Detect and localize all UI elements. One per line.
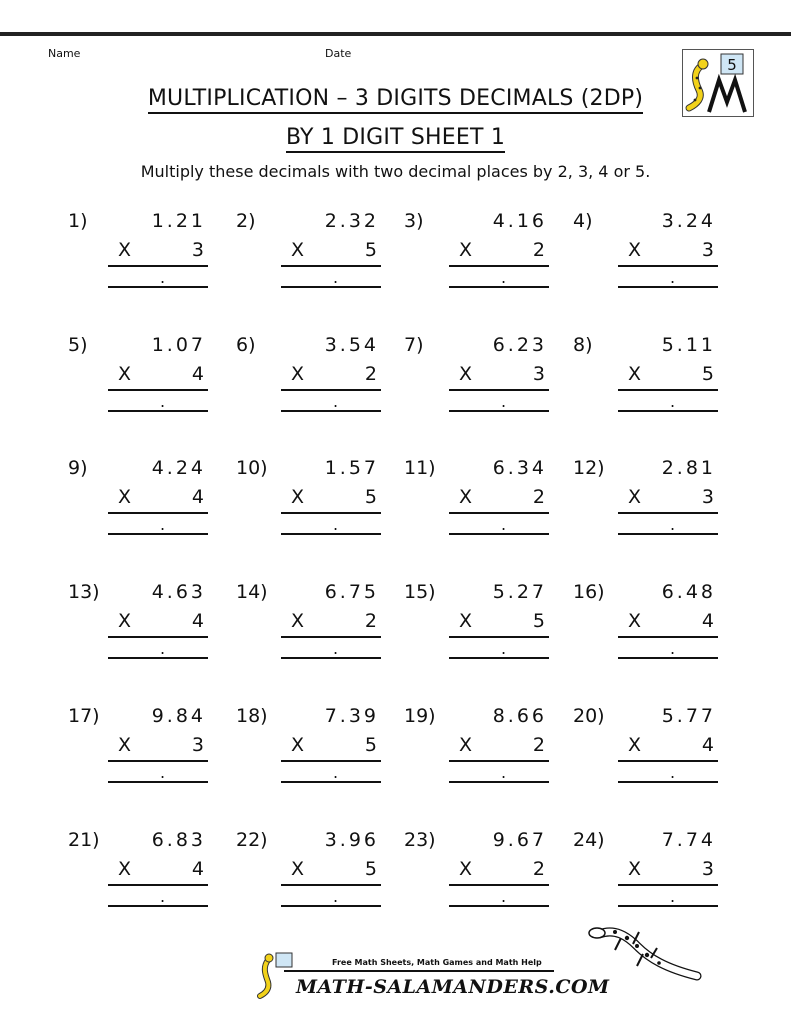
problem-number: 23) <box>404 829 436 851</box>
problem-multiplier: 2 <box>532 858 545 880</box>
problem-number: 12) <box>573 457 605 479</box>
footer-salamander-icon <box>256 950 296 1000</box>
instructions: Multiply these decimals with two decimal places by 2, 3, 4 or 5. <box>140 162 651 181</box>
problem-multiplier: 4 <box>191 858 204 880</box>
problem-operator-row <box>618 858 718 886</box>
problem-multiplicand: 3.24 <box>661 210 716 232</box>
multiply-sign: X <box>291 239 305 261</box>
problem-operator-row <box>281 734 381 762</box>
answer-decimal-point: . <box>160 392 166 411</box>
problem-number: 13) <box>68 581 100 603</box>
problem-multiplicand: 4.24 <box>151 457 206 479</box>
footer-site-link[interactable]: MATH-SALAMANDERS.COM <box>296 976 610 998</box>
multiply-sign: X <box>118 858 132 880</box>
multiply-sign: X <box>628 239 642 261</box>
problem-16 <box>573 581 718 681</box>
problem-multiplier: 3 <box>701 239 714 261</box>
answer-line[interactable] <box>281 392 381 413</box>
answer-line[interactable] <box>618 268 718 289</box>
answer-decimal-point: . <box>333 268 339 287</box>
problem-operator-row <box>281 363 381 391</box>
answer-decimal-point: . <box>333 515 339 534</box>
answer-decimal-point: . <box>670 639 676 658</box>
multiply-sign: X <box>459 486 473 508</box>
multiply-sign: X <box>118 734 132 756</box>
problem-multiplicand: 5.77 <box>661 705 716 727</box>
problem-multiplicand: 7.39 <box>324 705 379 727</box>
problem-22 <box>236 829 381 929</box>
problem-number: 10) <box>236 457 268 479</box>
answer-line[interactable] <box>108 763 208 784</box>
problem-multiplier: 4 <box>191 610 204 632</box>
name-label: Name <box>48 47 81 60</box>
worksheet-subtitle: BY 1 DIGIT SHEET 1 <box>0 125 791 150</box>
problem-multiplicand: 5.11 <box>661 334 716 356</box>
multiply-sign: X <box>291 486 305 508</box>
answer-decimal-point: . <box>160 268 166 287</box>
multiply-sign: X <box>628 858 642 880</box>
problem-multiplicand: 4.16 <box>492 210 547 232</box>
top-rule <box>0 32 791 36</box>
problem-number: 5) <box>68 334 88 356</box>
answer-line[interactable] <box>618 639 718 660</box>
answer-line[interactable] <box>449 763 549 784</box>
problem-multiplicand: 6.75 <box>324 581 379 603</box>
problem-operator-row <box>618 486 718 514</box>
problem-9 <box>68 457 208 557</box>
multiply-sign: X <box>628 734 642 756</box>
problem-operator-row <box>108 486 208 514</box>
problem-multiplier: 4 <box>701 734 714 756</box>
answer-decimal-point: . <box>501 887 507 906</box>
problem-12 <box>573 457 718 557</box>
answer-line[interactable] <box>618 515 718 536</box>
problem-operator-row <box>449 363 549 391</box>
problem-operator-row <box>618 363 718 391</box>
problem-10 <box>236 457 381 557</box>
problem-operator-row <box>449 486 549 514</box>
answer-decimal-point: . <box>160 515 166 534</box>
problem-multiplicand: 5.27 <box>492 581 547 603</box>
multiply-sign: X <box>459 858 473 880</box>
problem-operator-row <box>449 734 549 762</box>
answer-decimal-point: . <box>501 515 507 534</box>
problem-number: 20) <box>573 705 605 727</box>
multiply-sign: X <box>291 734 305 756</box>
problem-4 <box>573 210 718 310</box>
problem-multiplier: 4 <box>191 486 204 508</box>
problem-19 <box>404 705 549 805</box>
problem-operator-row <box>281 610 381 638</box>
problem-multiplicand: 1.57 <box>324 457 379 479</box>
problem-multiplicand: 9.84 <box>151 705 206 727</box>
problem-operator-row <box>281 486 381 514</box>
problem-multiplier: 3 <box>191 734 204 756</box>
multiply-sign: X <box>291 858 305 880</box>
problem-number: 7) <box>404 334 424 356</box>
problem-multiplicand: 2.32 <box>324 210 379 232</box>
problem-13 <box>68 581 208 681</box>
problem-multiplier: 3 <box>191 239 204 261</box>
problem-multiplicand: 6.23 <box>492 334 547 356</box>
multiply-sign: X <box>118 239 132 261</box>
logo-number: 5 <box>727 56 737 74</box>
problem-multiplicand: 6.83 <box>151 829 206 851</box>
problem-number: 4) <box>573 210 593 232</box>
problem-multiplicand: 8.66 <box>492 705 547 727</box>
multiply-sign: X <box>118 363 132 385</box>
problem-number: 22) <box>236 829 268 851</box>
date-label: Date <box>325 47 352 60</box>
problem-number: 16) <box>573 581 605 603</box>
multiply-sign: X <box>628 363 642 385</box>
problem-21 <box>68 829 208 929</box>
footer-tagline: Free Math Sheets, Math Games and Math Help <box>332 958 542 967</box>
problem-number: 14) <box>236 581 268 603</box>
problem-multiplicand: 9.67 <box>492 829 547 851</box>
problem-multiplier: 4 <box>701 610 714 632</box>
problem-number: 2) <box>236 210 256 232</box>
multiply-sign: X <box>459 239 473 261</box>
problem-operator-row <box>108 734 208 762</box>
answer-decimal-point: . <box>333 763 339 782</box>
problem-11 <box>404 457 549 557</box>
problem-number: 1) <box>68 210 88 232</box>
problem-number: 19) <box>404 705 436 727</box>
answer-line[interactable] <box>618 392 718 413</box>
problem-multiplicand: 7.74 <box>661 829 716 851</box>
answer-line[interactable] <box>108 515 208 536</box>
problem-multiplier: 5 <box>364 858 377 880</box>
problem-multiplier: 5 <box>364 239 377 261</box>
problem-number: 17) <box>68 705 100 727</box>
problem-number: 24) <box>573 829 605 851</box>
problem-number: 6) <box>236 334 256 356</box>
problem-number: 8) <box>573 334 593 356</box>
problem-24 <box>573 829 718 929</box>
answer-line[interactable] <box>108 639 208 660</box>
answer-line[interactable] <box>449 515 549 536</box>
multiply-sign: X <box>291 363 305 385</box>
problem-multiplier: 5 <box>364 734 377 756</box>
answer-line[interactable] <box>281 639 381 660</box>
problem-2 <box>236 210 381 310</box>
answer-decimal-point: . <box>160 639 166 658</box>
problem-number: 21) <box>68 829 100 851</box>
worksheet-title: MULTIPLICATION – 3 DIGITS DECIMALS (2DP) <box>0 86 791 111</box>
multiply-sign: X <box>628 486 642 508</box>
problem-multiplier: 2 <box>532 239 545 261</box>
answer-decimal-point: . <box>333 639 339 658</box>
problem-1 <box>68 210 208 310</box>
answer-line[interactable] <box>108 392 208 413</box>
answer-decimal-point: . <box>670 763 676 782</box>
problem-multiplicand: 2.81 <box>661 457 716 479</box>
answer-line[interactable] <box>281 887 381 908</box>
problem-multiplicand: 1.07 <box>151 334 206 356</box>
answer-line[interactable] <box>449 268 549 289</box>
problem-14 <box>236 581 381 681</box>
problem-multiplier: 4 <box>191 363 204 385</box>
answer-decimal-point: . <box>501 268 507 287</box>
problem-23 <box>404 829 549 929</box>
problem-multiplier: 5 <box>364 486 377 508</box>
multiply-sign: X <box>291 610 305 632</box>
answer-decimal-point: . <box>670 887 676 906</box>
answer-decimal-point: . <box>160 763 166 782</box>
answer-line[interactable] <box>449 887 549 908</box>
problem-operator-row <box>281 858 381 886</box>
multiply-sign: X <box>459 363 473 385</box>
problem-operator-row <box>281 239 381 267</box>
problem-5 <box>68 334 208 434</box>
problem-operator-row <box>618 734 718 762</box>
problem-multiplier: 2 <box>532 486 545 508</box>
problem-operator-row <box>108 858 208 886</box>
problem-3 <box>404 210 549 310</box>
problem-8 <box>573 334 718 434</box>
problem-6 <box>236 334 381 434</box>
answer-decimal-point: . <box>670 392 676 411</box>
problem-multiplicand: 6.34 <box>492 457 547 479</box>
answer-decimal-point: . <box>670 515 676 534</box>
problem-number: 3) <box>404 210 424 232</box>
problem-multiplicand: 6.48 <box>661 581 716 603</box>
multiply-sign: X <box>459 734 473 756</box>
answer-line[interactable] <box>618 763 718 784</box>
answer-decimal-point: . <box>333 887 339 906</box>
answer-decimal-point: . <box>160 887 166 906</box>
multiply-sign: X <box>459 610 473 632</box>
problem-multiplicand: 3.96 <box>324 829 379 851</box>
multiply-sign: X <box>118 610 132 632</box>
problem-multiplicand: 4.63 <box>151 581 206 603</box>
problem-multiplier: 5 <box>701 363 714 385</box>
problem-multiplier: 3 <box>532 363 545 385</box>
answer-line[interactable] <box>108 887 208 908</box>
problem-operator-row <box>108 239 208 267</box>
answer-decimal-point: . <box>501 392 507 411</box>
problem-17 <box>68 705 208 805</box>
problem-7 <box>404 334 549 434</box>
problem-operator-row <box>618 610 718 638</box>
problem-multiplier: 3 <box>701 858 714 880</box>
problem-number: 15) <box>404 581 436 603</box>
problem-number: 18) <box>236 705 268 727</box>
problem-operator-row <box>449 858 549 886</box>
footer-rule <box>284 970 554 972</box>
problem-operator-row <box>108 610 208 638</box>
problem-15 <box>404 581 549 681</box>
problem-number: 11) <box>404 457 436 479</box>
answer-line[interactable] <box>281 763 381 784</box>
answer-decimal-point: . <box>670 268 676 287</box>
answer-line[interactable] <box>618 887 718 908</box>
answer-decimal-point: . <box>333 392 339 411</box>
problem-operator-row <box>618 239 718 267</box>
problem-multiplier: 5 <box>532 610 545 632</box>
answer-line[interactable] <box>449 639 549 660</box>
problem-multiplier: 2 <box>364 610 377 632</box>
problem-multiplier: 2 <box>364 363 377 385</box>
problem-operator-row <box>449 239 549 267</box>
answer-line[interactable] <box>281 268 381 289</box>
problem-multiplicand: 1.21 <box>151 210 206 232</box>
answer-line[interactable] <box>449 392 549 413</box>
problem-operator-row <box>108 363 208 391</box>
multiply-sign: X <box>628 610 642 632</box>
problem-operator-row <box>449 610 549 638</box>
problem-20 <box>573 705 718 805</box>
problem-number: 9) <box>68 457 88 479</box>
problem-18 <box>236 705 381 805</box>
problem-multiplier: 2 <box>532 734 545 756</box>
answer-line[interactable] <box>281 515 381 536</box>
multiply-sign: X <box>118 486 132 508</box>
problem-multiplicand: 3.54 <box>324 334 379 356</box>
answer-line[interactable] <box>108 268 208 289</box>
answer-decimal-point: . <box>501 763 507 782</box>
problem-multiplier: 3 <box>701 486 714 508</box>
answer-decimal-point: . <box>501 639 507 658</box>
